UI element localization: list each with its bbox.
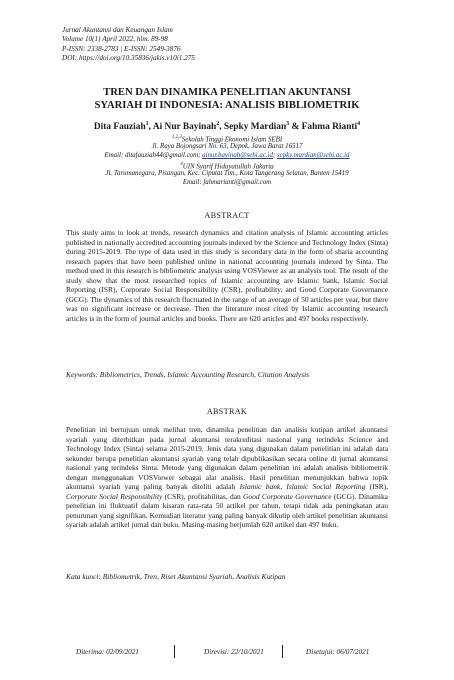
abstrak-heading: ABSTRAK	[206, 407, 248, 416]
affiliation-superscript: 1,2,3	[171, 135, 182, 140]
abstrak-segment: (GCG). Dinamika penelitian ini fluktuatif dalam kisaran rata-rata 50 artikel per tahun, tetapi tidak ada peningkatan atau penurunan yang signifikan. Kemudian literatur yang paling banyak dikutip oleh artikel penelitian akuntansi syariah adalah artikel jurnal dan buku. Masing-masing berjumlah 620 artikel dan 497 buku.	[66, 491, 388, 530]
author-list	[40, 121, 414, 132]
author-ampersand: &	[289, 122, 302, 133]
abstrak-segment: ,	[280, 482, 287, 492]
journal-header	[62, 26, 195, 64]
footer-divider	[174, 645, 175, 658]
paper-title	[40, 86, 414, 112]
author-name: Fahma Rianti	[301, 122, 358, 133]
abstrak-segment: Penelitian ini bertujuan untuk melihat tren, dinamika penelitian dan analisis kutipan artikel akuntansi syariah yang diterbitkan pada jurnal akuntansi terakreditasi nasional yang terindeks Science and Technology Index (Sinta) selama 2015-2019. Jenis data yang digunakan dalam penelitian ini adalah data sekunder berupa penelitian akuntansi syariah yang telah dipublikasikan secara online di jurnal akuntansi nasional yang terindeks Sinta. Metode yang digunakan dalam penelitian ini adalah analisis bibliometrik dengan menggunakan VOSViewer sebagai alat analisis. Hasil penelitian menunjukkan bahwa topik akuntansi syariah yang paling banyak diteliti adalah	[66, 425, 388, 492]
author-name: Ai Nur Bayinah	[152, 122, 217, 133]
journal-issn: P-ISSN: 2338-2783 | E-ISSN: 2549-3876	[62, 44, 181, 53]
received-date: Diterima: 02/09/2021	[76, 648, 139, 656]
journal-volume: Volume 10(1) April 2022, hlm. 89-98	[62, 35, 168, 44]
author-superscript: 2	[216, 121, 220, 127]
title-line-1: TREN DAN DINAMIKA PENELITIAN AKUNTANSI	[103, 87, 351, 98]
affiliation-address-1: Jl. Raya Bojongsari No. 63, Depok, Jawa Barat 16517	[151, 143, 303, 150]
journal-name: Jurnal Akuntansi dan Keuangan Islam	[62, 26, 173, 34]
author-superscript: 3	[286, 121, 290, 127]
footer-divider	[282, 645, 283, 658]
journal-doi[interactable]: DOI: https://doi.org/10.35836/jakis.v10i1.275	[62, 54, 195, 63]
affiliation-email-2: Email: fahmarianti@gmail.com	[182, 179, 272, 186]
institution-name: Sekolah Tinggi Ekonomi Islam SEBI	[181, 136, 283, 144]
author-name: Sepky Mardian	[223, 122, 287, 133]
email-link[interactable]: sepky.mardian@sebi.ac.id	[277, 152, 350, 159]
abstract-text: This study aims to look at trends, research dynamics and citation analysis of Islamic accounting articles published in nationally accredited accounting journals indexed by the Science and Technology Index (Sinta) during 2015-2019. The type of data used in this study is secondary data in the form of sharia accounting research papers that have been published online in national accounting journals indexed by Sinta. The method used in this research is bibliometric analysis using VOSViewer as an analysis tool. The result of the study show that the most researched topics of Islamic accounting are Islamic bank, Islamic Social Reporting (ISR), Corporate Social Responsibility (CSR), profitability, and Good Corporate Governance (GCG). The dynamics of this research fluctuated in the range of an average of 50 articles per year, but there was no significant increase or decrease. Then the literature most cited by Islamic accounting research articles is in the form of journal articles and books. There are 620 articles and 497 books respectively.	[66, 228, 388, 323]
accepted-date: Disetujui: 06/07/2021	[306, 648, 370, 656]
abstract-heading: ABSTRACT	[204, 211, 250, 220]
abstrak-segment: (ISR),	[365, 482, 389, 492]
author-name: Dita Fauziah	[93, 122, 146, 133]
abstrak-segment: (CSR), profitabilitas, dan	[162, 491, 244, 501]
abstrak-italic-term: Good Corporate Governance	[243, 491, 332, 501]
institution-name: UIN Syarif Hidayatullah Jakarta	[182, 163, 274, 171]
affiliation-emails-1	[40, 152, 414, 161]
abstrak-italic-term: Islamic bank	[239, 482, 281, 492]
abstrak-keywords: Kata kunci: Bibliometrik, Tren, Riset Akuntansi Syariah, Analisis Kutipan	[66, 572, 286, 581]
abstrak-italic-term: Islamic Social Reporting	[286, 482, 366, 492]
email-link[interactable]: ainur.bayinah@sebi.ac.id	[202, 152, 273, 159]
author-separator: ,	[219, 122, 224, 133]
author-superscript: 1	[145, 121, 149, 127]
abstrak-text	[66, 425, 388, 530]
abstrak-italic-term: Corporate Social Responsibility	[66, 491, 163, 501]
title-line-2: SYARIAH DI INDONESIA: ANALISIS BIBLIOMETRIK	[94, 100, 360, 111]
author-superscript: 4	[357, 121, 361, 127]
affiliation-address-2: Jl. Tarumanegara, Pisangan, Kec. Ciputat Tim., Kota Tangerang Selatan, Banten 15419	[105, 170, 349, 177]
affiliation-superscript: 4	[180, 162, 183, 167]
revised-date: Direvisi: 22/10/2021	[204, 648, 264, 656]
author-separator: ,	[148, 122, 153, 133]
abstract-keywords: Keywords: Bibliometrics, Trends, Islamic Accounting Research, Citation Analysis	[66, 370, 310, 379]
email-text: Email: ditafauziah44@gmail.com;	[104, 152, 203, 159]
email-separator: ;	[272, 152, 277, 159]
